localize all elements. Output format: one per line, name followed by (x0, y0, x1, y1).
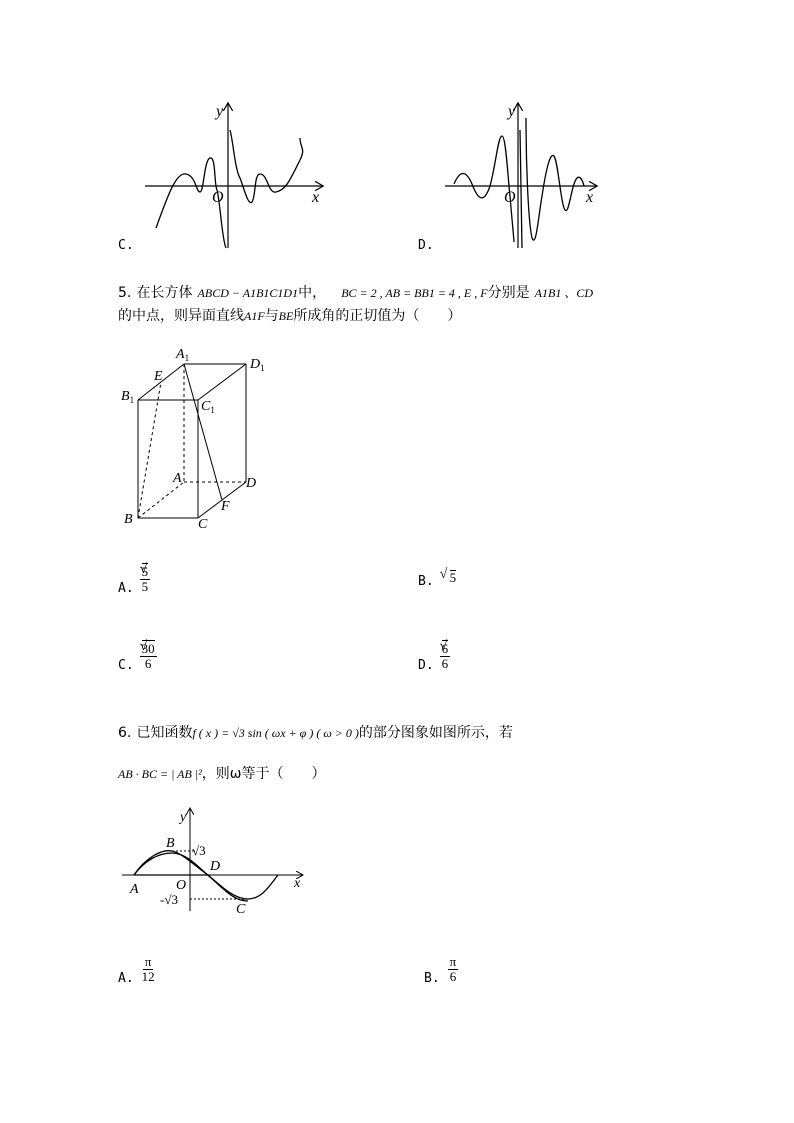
q5-number: 5. (118, 285, 132, 301)
graph-option-d (440, 100, 610, 255)
point-a-label: A (130, 882, 139, 897)
q5-option-d[interactable] (418, 642, 450, 671)
q5-option-b-label: B. (418, 574, 434, 589)
vertex-b: B (124, 512, 133, 527)
q5-option-a[interactable] (118, 565, 150, 594)
q6-option-b-value: $\frac{\pi}{6}$ (449, 954, 457, 984)
q6-option-a-value: $\frac{\pi}{12}$ (141, 954, 155, 984)
q5-stem-6: 所成角的正切值为（ ） (293, 308, 462, 324)
graph-option-c (140, 100, 340, 255)
q5-option-d-value: √ $\frac{6}{6}$ (440, 642, 451, 671)
vertex-a1: $A_1$ (176, 347, 190, 363)
q5-condition: BC = 2 , AB = BB1 = 4 , E , F (341, 286, 488, 300)
vertex-d1: $D_1$ (250, 357, 265, 373)
q5-stem-5: 与 (264, 308, 279, 324)
q5-option-a-value: √ $\frac{5}{5}$ (140, 565, 151, 594)
vertex-d: D (246, 476, 257, 491)
vertex-b1: $B_1$ (121, 389, 135, 405)
q5-stem-4: 的中点，则异面直线 (118, 308, 244, 324)
q5-option-c[interactable] (118, 642, 157, 671)
vertex-e: E (154, 369, 163, 384)
q5-stem-1: 在长方体 (136, 285, 193, 301)
q6-number: 6. (118, 725, 132, 741)
point-c-label: C (236, 902, 246, 915)
q6-option-a-label: A. (118, 971, 134, 986)
vertex-c: C (198, 517, 208, 532)
q6-stem-2: 的部分图象如图所示，若 (358, 725, 513, 741)
option-d-label: D. (418, 238, 434, 253)
graph-x-label: x (294, 876, 301, 891)
q5-line1: A1F (244, 309, 265, 323)
q6-stem-3: ，则ω等于（ ） (201, 766, 326, 782)
q5-option-a-label: A. (118, 581, 134, 596)
q5-option-b-value: √ 5 (440, 570, 457, 585)
q5-stem-line1 (118, 282, 593, 302)
q5-line2: BE (278, 309, 294, 323)
q6-function: f ( x ) = √3 sin ( ωx + φ ) ( ω > 0 ) (192, 726, 359, 740)
q6-stem-1: 已知函数 (136, 725, 193, 741)
graph-d-x-label: x (586, 189, 594, 206)
q6-stem-line2 (118, 763, 325, 783)
graph-d-origin-label: O (504, 189, 516, 206)
q5-option-c-label: C. (118, 658, 134, 673)
graph-origin-label: O (176, 878, 187, 893)
graph-y-label: y (180, 810, 187, 825)
negative-amplitude-label: -√3 (160, 892, 178, 907)
q6-option-a[interactable] (118, 955, 155, 984)
q6-option-b-label: B. (424, 971, 440, 986)
q5-option-d-label: D. (418, 658, 434, 673)
q5-option-b[interactable] (418, 570, 456, 589)
option-c-label: C. (118, 238, 134, 253)
q5-stem-line2 (118, 305, 461, 325)
graph-c-y-label: y (216, 103, 224, 120)
q5-stem-2: 中， (298, 285, 327, 301)
point-d-label: D (210, 859, 221, 874)
graph-d-y-label: y (508, 103, 516, 120)
vertex-c1: $C_1$ (201, 399, 215, 415)
q5-cuboid-figure (118, 340, 278, 535)
q5-option-c-value: √ $\frac{30}{6}$ (140, 642, 157, 671)
q6-stem-line1 (118, 722, 513, 742)
graph-c-x-label: x (312, 189, 320, 206)
q5-midpoints: A1B1 、CD (534, 286, 594, 300)
q5-solid-name: ABCD − A1B1C1D1 (197, 286, 299, 300)
vertex-a: A (173, 471, 182, 486)
q5-stem-3: 分别是 (487, 285, 530, 301)
point-b-label: B (166, 836, 175, 851)
q6-sine-graph (118, 805, 318, 915)
graph-c-origin-label: O (212, 189, 224, 206)
q6-option-b[interactable] (424, 955, 458, 984)
vertex-f: F (221, 499, 230, 514)
positive-amplitude-label: √3 (192, 843, 206, 858)
q6-vector-equation: AB · BC = | AB |² (118, 767, 202, 781)
